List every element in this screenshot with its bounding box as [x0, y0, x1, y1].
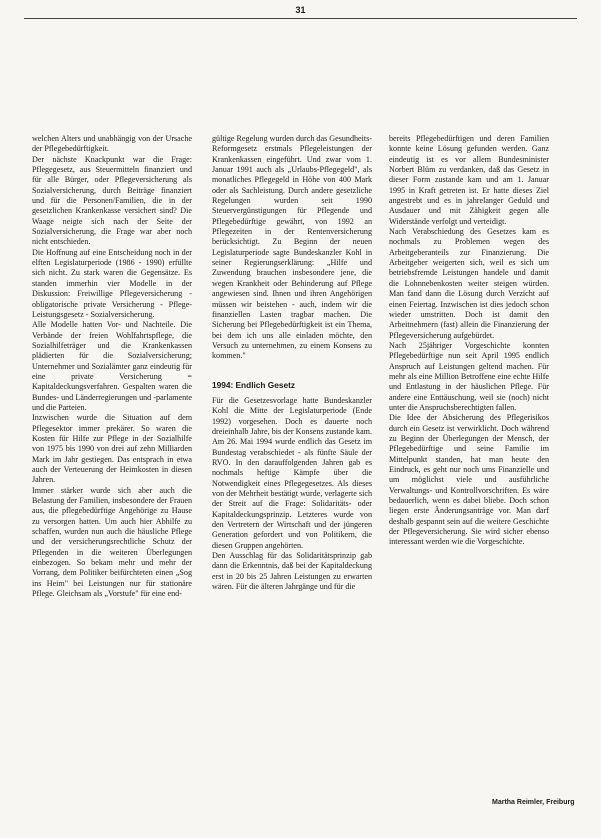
section-heading: 1994: Endlich Gesetz	[212, 379, 296, 390]
text-column-1	[32, 134, 192, 599]
paragraph: Nach Verabschiedung des Gesetzes kam es nochmals zu Problemen wegen des Arbeitgeberanteils zur Finanzierung. Die Arbeitgeber weigerten sich, weil es sich um betriebsfremde Leistungen handele und damit die Lohnnebenkosten weiter steigen würden. Man fand dann die Lösung durch Verzicht auf einen Feiertag. Inzwischen ist dies jedoch schon wieder umstritten. Doch ist damit den Arbeitnehmern (fast) allein die Finanzierung der Pflegeversicherung aufgebürdet.	[389, 227, 549, 340]
paragraph: Nach 25jähriger Vorgeschichte konnten Pflegebedürftige nun seit April 1995 endlich Anspruch auf Leistungen geltend machen. Für mehr als eine Million Betroffene eine echte Hilfe und Entlastung in der häuslichen Pflege. Für andere eine Enttäuschung, weil sie (noch) nicht unter die Anspruchsberechtigten fallen.	[389, 340, 549, 412]
paragraph: Immer stärker wurde sich aber auch die Belastung der Familien, insbesondere der Frauen aus, die pflegebedürftige Angehörige zu Hause zu versorgen hatten. Um auch hier Abhilfe zu schaffen, wurden nun auch die häusliche Pflege und der versicherungsrechtliche Schutz der Pflegenden in die weiteren Überlegungen einbezogen. So bekam mehr und mehr der Vorrang, dem Politiker beifürchteten einen „Sog ins Heim" bei Leistungen nur für stationäre Pflege. Gleichsam als „Vorstufe" für eine end-	[32, 485, 192, 599]
paragraph: Die Hoffnung auf eine Entscheidung noch in der elften Legislaturperiode (1986 - 1990) erfüllte sich nicht. Zu stark waren die Gegensätze. Es standen immerhin vier Modelle in der Diskussion: Freiwillige Pflegeversicherung - obligatorische private Versicherung - Pflege-Leistungsgesetz - Sozialversicherung.	[32, 247, 192, 319]
paragraph: welchen Alters und unabhängig von der Ursache der Pflegebedürftigkeit.	[32, 134, 192, 154]
page-number: 31	[295, 5, 306, 15]
paragraph: Für die Gesetzesvorlage hatte Bundeskanzler Kohl die Mitte der Legislaturperiode (Ende 1992) vorgesehen. Doch es dauerte noch dreieinhalb Jahre, bis der Konsens zustande kam. Am 26. Mai 1994 wurde endlich das Gesetz im Bundestag verabschiedet - als fünfte Säule der RVO. In den darauffolgenden Jahren gab es nochmals heftige Kämpfe über die Notwendigkeit eines Pflegegesetzes. Als dieses von der Mehrheit bestätigt wurde, verlagerte sich der Streit auf die Frage: Solidaritäts- oder Kapitaldeckungsprinzip. Letzteres wurde von den Vertretern der Wirtschaft und der jüngeren Generation gefordert und von Politikern, die diesen Gruppen angehörten.	[212, 395, 372, 550]
paragraph: bereits Pflegebedürftigen und deren Familien konnte keine Lösung gefunden werden. Ganz eindeutig ist es vor allem Bundesminister Norbert Blüm zu verdanken, daß das Gesetz in dieser Form zustande kam und am 1. Januar 1995 in Kraft getreten ist. Er hatte dieses Ziel angestrebt und es in jahrelanger Geduld und Ausdauer und mit Zähigkeit gegen alle Widerstände verfolgt und verteidigt.	[389, 134, 549, 226]
paragraph: Den Ausschlag für das Solidaritätsprinzip gab dann die Erkenntnis, daß bei der Kapitaldeckung erst in 20 bis 25 Jahren Leistungen zu erwarten wären. Für die älteren Jahrgänge und für die	[212, 551, 372, 592]
paragraph: gültige Regelung wurden durch das Gesundheits-Reformgesetz erstmals Pflegeleistungen der Krankenkassen eingeführt. Und zwar vom 1. Januar 1991 auch als „Urlaubs-Pflegegeld", als monatliches Pflegegeld in Höhe von 400 Mark oder als Sachleistung. Durch andere gesetzliche Regelungen wurden seit 1990 Steuervergünstigungen für Pflegende und Pflegebedürftige gewährt, von 1992 an Pflegezeiten in der Rentenversicherung berücksichtigt. Zu Beginn der neuen Legislaturperiode sagte Bundeskanzler Kohl in seiner Regierungserklärung: „Hilfe und Zuwendung brauchen insbesondere jene, die wegen Krankheit oder Behinderung auf Pflege angewiesen sind. Ihnen und ihren Angehörigen müssen wir beistehen - auch, indem wir die finanziellen Lasten tragbar machen. Die Sicherung bei Pflegebedürftigkeit ist ein Thema, bei dem ich uns alle einladen möchte, den Versuch zu unternehmen, zu einem Konsens zu kommen."	[212, 134, 372, 361]
text-column-2	[212, 134, 372, 592]
paragraph: Der nächste Knackpunkt war die Frage: Pflegegesetz, aus Steuermitteln finanziert und für alle Bürger, oder Pflegeversicherung als Sozialversicherung, durch Beiträge finanziert und für die Personen/Familien, die in der gesetzlichen Krankenkasse versichert sind? Die Waage neigte sich nach der Seite der Sozialversicherung, die Frage war aber noch nicht entschieden.	[32, 154, 192, 247]
header-rule	[24, 18, 577, 19]
text-column-3	[389, 134, 549, 548]
paragraph: Die Idee der Absicherung des Pflegerisikos durch ein Gesetz ist verwirklicht. Doch während zu Beginn der Überlegungen der Mensch, der Pflegebedürftige und seine Familie im Mittelpunkt standen, hat man heute den Eindruck, es geht nur noch ums Finanzielle und um möglichst viele und ausführliche Verwaltungs- und Kontrollvorschriften. Es wäre bedauerlich, wenn es dabei bliebe. Doch schon liegen erste Änderungsanträge vor. Man darf deshalb gespannt sein auf die weitere Geschichte der Pflegeversicherung. Sie wird sicher ebenso interessant werden wie die Vorgeschichte.	[389, 413, 549, 547]
paragraph: Inzwischen wurde die Situation auf dem Pflegesektor immer prekärer. So waren die Kosten für Hilfe zur Pflege in der Sozialhilfe von 1975 bis 1990 von drei auf zehn Milliarden Mark im Jahr gestiegen. Das entsprach in etwa auch der Verteuerung der Heimkosten in diesen Jahren.	[32, 413, 192, 485]
paragraph: Alle Modelle hatten Vor- und Nachteile. Die Verbände der freien Wohlfahrtspflege, die Sozialhilfeträger und die Krankenkassen plädierten für die Sozialversicherung; Unternehmer und Sozialämter ganz eindeutig für eine private Versicherung = Kapitaldeckungsverfahren. Gespalten waren die Bundes- und Länderregierungen und -parlamente und die Parteien.	[32, 320, 192, 412]
author-signature: Martha Reimler, Freiburg	[492, 799, 575, 806]
